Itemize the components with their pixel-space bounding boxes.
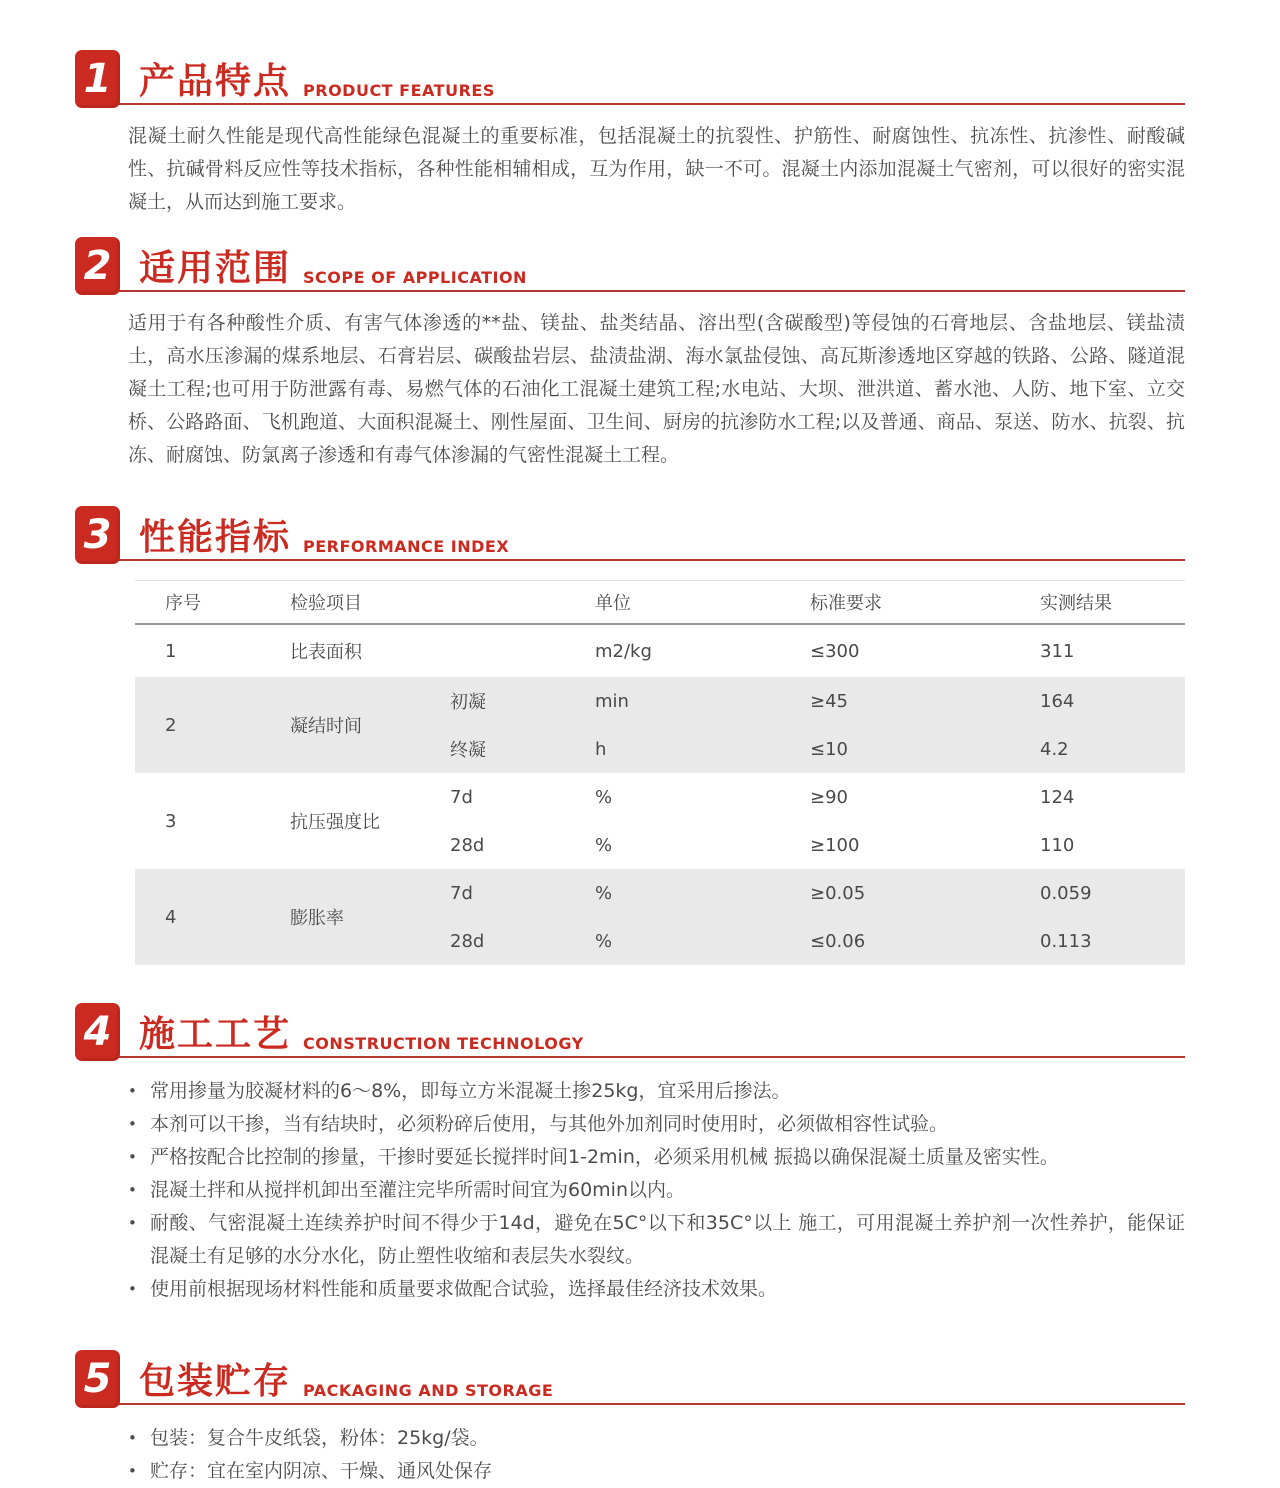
table-cell-result: 164 (1040, 690, 1075, 712)
list-item (128, 1174, 1185, 1207)
table-cell-no: 3 (165, 810, 177, 832)
section-1-title-en: PRODUCT FEATURES (303, 81, 495, 100)
table-cell-no: 2 (165, 714, 177, 736)
section-2-underline (77, 290, 1185, 292)
table-cell-no: 1 (165, 640, 177, 662)
table-cell-result: 311 (1040, 640, 1075, 662)
table-cell-requirement: ≥100 (810, 834, 860, 856)
table-cell-unit: h (595, 738, 607, 760)
list-item (128, 1108, 1185, 1141)
list-item-text: 本剂可以干掺，当有结块时，必须粉碎后使用，与其他外加剂同时使用时，必须做相容性试验。 (150, 1113, 949, 1135)
section-3-title-en: PERFORMANCE INDEX (303, 537, 510, 556)
section-2-title-en: SCOPE OF APPLICATION (303, 268, 527, 287)
section-1-number-badge: 1 (75, 50, 120, 108)
section-2-number-badge: 2 (75, 237, 120, 295)
table-row (135, 677, 1185, 773)
list-item (128, 1273, 1185, 1306)
table-header-result: 实测结果 (1040, 593, 1112, 614)
performance-table (135, 580, 1185, 965)
bullet-icon: • (128, 1280, 137, 1298)
table-cell-unit: % (595, 882, 613, 904)
list-item-text: 使用前根据现场材料性能和质量要求做配合试验，选择最佳经济技术效果。 (150, 1278, 778, 1300)
bullet-icon: • (128, 1181, 137, 1199)
section-5-underline (77, 1403, 1185, 1405)
table-cell-unit: m2/kg (595, 640, 652, 662)
section-4-header (75, 1003, 1185, 1061)
table-header-requirement: 标准要求 (810, 593, 882, 614)
table-cell-requirement: ≤10 (810, 738, 848, 760)
list-item (128, 1207, 1185, 1273)
table-cell-requirement: ≥45 (810, 690, 848, 712)
bullet-icon: • (128, 1148, 137, 1166)
section-1-header (75, 50, 1185, 108)
section-3-title-cn: 性能指标 (139, 517, 292, 558)
list-item-text: 包装：复合牛皮纸袋，粉体：25kg/袋。 (150, 1427, 489, 1449)
table-cell-item: 抗压强度比 (290, 812, 380, 833)
section-2-title-cn: 适用范围 (139, 248, 292, 289)
table-cell-result: 4.2 (1040, 738, 1069, 760)
section-3-underline (77, 559, 1185, 561)
section-1-title-cn: 产品特点 (139, 61, 292, 102)
section-2-paragraph: 适用于有各种酸性介质、有害气体渗透的**盐、镁盐、盐类结晶、溶出型(含碳酸型)等侵蚀的石膏地层、含盐地层、镁盐渍土，高水压渗漏的煤系地层、石膏岩层、碳酸盐岩层、盐渍盐湖、海水氯盐侵蚀、高瓦斯渗透地区穿越的铁路、公路、隧道混凝土工程;也可用于防泄露有毒、易燃气体的石油化工混凝土建筑工程;水电站、大坝、泄洪道、蓄水池、人防、地下室、立交桥、公路路面、飞机跑道、大面积混凝土、刚性屋面、卫生间、厨房的抗渗防水工程;以及普通、商品、泵送、防水、抗裂、抗冻、耐腐蚀、防氯离子渗透和有毒气体渗漏的气密性混凝土工程。 (128, 312, 1185, 466)
bullet-icon: • (128, 1429, 137, 1447)
table-cell-sub: 初凝 (450, 692, 486, 713)
section-1-underline (77, 103, 1185, 105)
table-cell-unit: % (595, 930, 613, 952)
section-5-title-en: PACKAGING AND STORAGE (303, 1381, 554, 1400)
bullet-icon: • (128, 1214, 137, 1232)
list-item (128, 1075, 1185, 1108)
section-3-header (75, 506, 1185, 564)
list-item-text: 常用掺量为胶凝材料的6～8%，即每立方米混凝土掺25kg，宜采用后掺法。 (150, 1080, 791, 1102)
list-item-text: 混凝土拌和从搅拌机卸出至灌注完毕所需时间宜为60min以内。 (150, 1179, 686, 1201)
table-cell-sub: 28d (450, 930, 485, 952)
table-cell-requirement: ≤0.06 (810, 930, 866, 952)
table-cell-no: 4 (165, 906, 177, 928)
list-item (128, 1455, 1185, 1488)
table-cell-result: 110 (1040, 834, 1075, 856)
section-5-bullet-list (128, 1422, 1185, 1488)
list-item-text: 严格按配合比控制的掺量，干掺时要延长搅拌时间1-2min，必须采用机械 振捣以确保混凝土质量及密实性。 (150, 1146, 1059, 1168)
section-4-title-cn: 施工工艺 (139, 1014, 292, 1055)
table-cell-requirement: ≥0.05 (810, 882, 866, 904)
section-4-number-badge: 4 (75, 1003, 120, 1061)
table-header-row (135, 580, 1185, 625)
table-cell-unit: min (595, 690, 629, 712)
section-2-header (75, 237, 1185, 295)
list-item (128, 1141, 1185, 1174)
table-header-item: 检验项目 (290, 593, 362, 614)
bullet-icon: • (128, 1082, 137, 1100)
bullet-icon: • (128, 1115, 137, 1133)
table-cell-requirement: ≥90 (810, 786, 848, 808)
table-cell-sub: 28d (450, 834, 485, 856)
section-5-header (75, 1350, 1185, 1408)
table-row (135, 625, 1185, 677)
bullet-icon: • (128, 1462, 137, 1480)
table-cell-item: 凝结时间 (290, 716, 362, 737)
section-4-bullet-list (128, 1075, 1185, 1306)
table-cell-item: 比表面积 (290, 642, 362, 663)
table-row (135, 869, 1185, 965)
table-cell-result: 0.113 (1040, 930, 1092, 952)
table-cell-item: 膨胀率 (290, 908, 344, 929)
section-1-paragraph: 混凝土耐久性能是现代高性能绿色混凝土的重要标准，包括混凝土的抗裂性、护筋性、耐腐蚀性、抗冻性、抗渗性、耐酸碱性、抗碱骨料反应性等技术指标，各种性能相辅相成，互为作用，缺一不可。混凝土内添加混凝土气密剂，可以很好的密实混凝土，从而达到施工要求。 (128, 125, 1185, 213)
list-item-text: 贮存：宜在室内阴凉、干燥、通风处保存 (150, 1460, 493, 1482)
section-5-title-cn: 包装贮存 (139, 1361, 292, 1402)
table-cell-result: 0.059 (1040, 882, 1092, 904)
table-cell-sub: 终凝 (450, 740, 486, 761)
section-3-number-badge: 3 (75, 506, 120, 564)
table-row (135, 773, 1185, 869)
table-cell-unit: % (595, 786, 613, 808)
table-cell-requirement: ≤300 (810, 640, 860, 662)
list-item-text: 耐酸、气密混凝土连续养护时间不得少于14d，避免在5C°以下和35C°以上 施工，可用混凝土养护剂一次性养护，能保证混凝土有足够的水分水化，防止塑性收缩和表层失水裂纹。 (150, 1212, 1185, 1267)
table-cell-result: 124 (1040, 786, 1075, 808)
list-item (128, 1422, 1185, 1455)
table-cell-sub: 7d (450, 786, 473, 808)
table-header-no: 序号 (165, 593, 201, 614)
section-4-underline (77, 1056, 1185, 1058)
table-cell-sub: 7d (450, 882, 473, 904)
table-header-unit: 单位 (595, 593, 631, 614)
section-4-title-en: CONSTRUCTION TECHNOLOGY (303, 1034, 584, 1053)
table-cell-unit: % (595, 834, 613, 856)
section-5-number-badge: 5 (75, 1350, 120, 1408)
